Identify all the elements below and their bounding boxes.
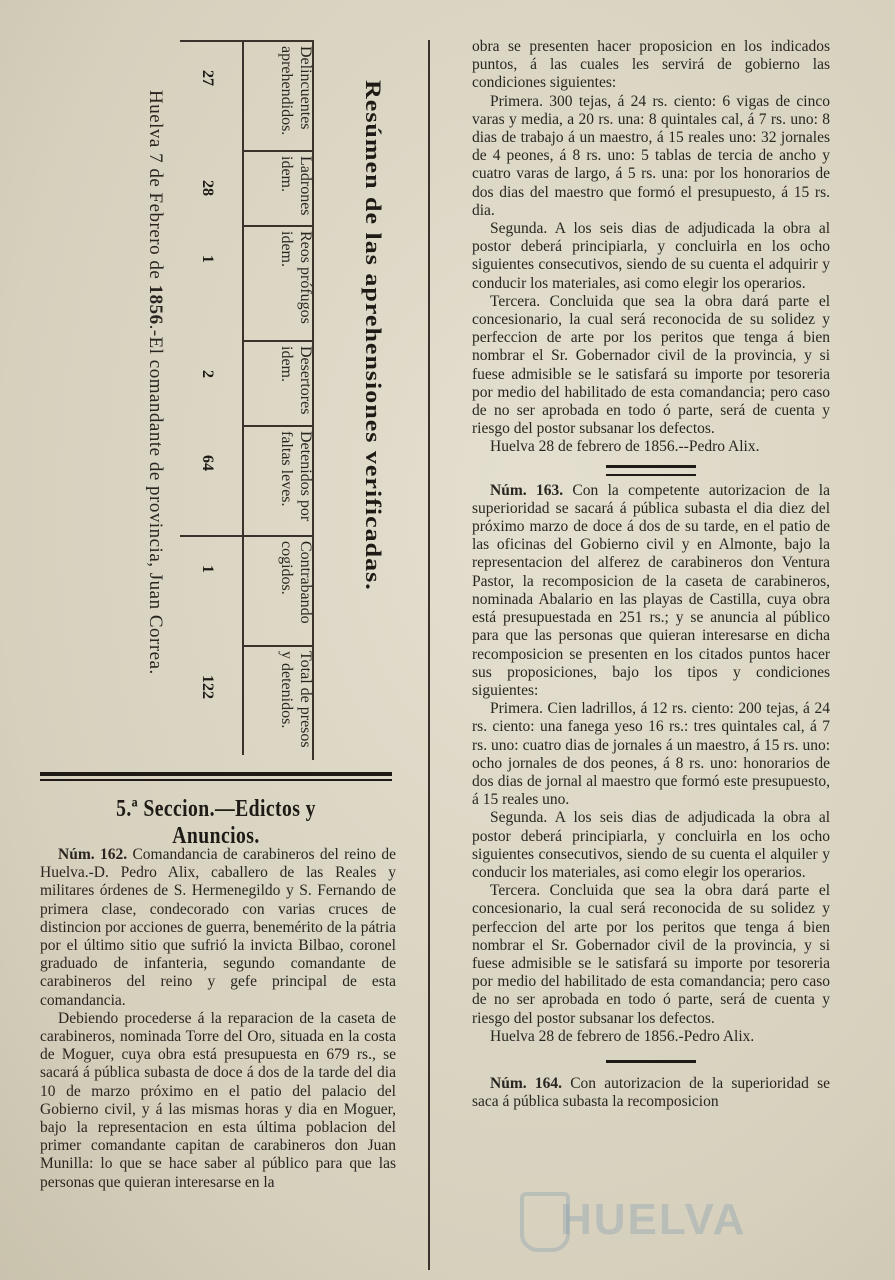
table-divider: [242, 150, 312, 152]
notice-separator: [606, 465, 696, 468]
notice-paragraph: Tercera. Concluida que sea la obra dará parte el concesionario, la cual será reconocida de su solidez y perfeccion de arte por los peritos que tenga á bien nombrar el Sr. Gobernador civil de la provincia, y si fuese admisible se le satisfará su importe por tesoreria por medio del habilitado de esta comandancia; pero caso de no ser aprobada en todo ó parte, será de cuenta y riesgo del postor subsanar los defectos.: [472, 292, 830, 438]
notice-paragraph: Primera. Cien ladrillos, á 12 rs. ciento: 200 tejas, á 24 rs. ciento: una fanega yeso 16 rs.: tres quintales cal, á 7 rs. uno: cuatro dias de jornales á un maestro, á 15 rs. uno: ocho jornales de dos peones, á 8 rs. uno: honorarios de dos dias de jornal al maestro que formó este presupuesto, á 15 reales uno.: [472, 700, 830, 809]
apprehensions-title: Resúmen de las aprehensiones verificadas.: [361, 80, 386, 591]
table-divider: [242, 225, 312, 227]
table-divider: [242, 340, 312, 342]
notice-paragraph: Tercera. Concluida que sea la obra dará parte el concesionario, la cual será reconocida de su solidez y perfeccion del arte por los peritos que tenga á bien nombrar el Sr. Gobernador civil de la provincia, y si fuese admisible se le satisfará su importe por tesoreria por medio del habilitado de esta comandancia; pero caso de no ser aprobada en todo ó parte, será de cuenta y riesgo del postor subsanar los defectos.: [472, 882, 830, 1027]
table-divider: [180, 535, 312, 537]
table-divider: [242, 425, 244, 535]
notice-signature: Huelva 28 de febrero de 1856.--Pedro Alix.: [490, 438, 760, 456]
notice-number: Núm. 163.: [490, 481, 564, 499]
table-divider: [242, 535, 244, 645]
notice-paragraph: Segunda. A los seis dias de adjudicada la obra al postor deberá principiarla, y concluirla en los ocho siguientes consecutivos, siendo de su cuenta el adquirir y conducir los materiales, asi como elegir los operarios.: [472, 220, 830, 292]
table-column: [180, 40, 315, 150]
table-column: [180, 225, 315, 340]
column-value: 122: [199, 675, 216, 699]
notice-paragraph: Segunda. A los seis dias de adjudicada la obra al postor deberá principiarla, y concluirla en los ocho siguientes consecutivos, siendo de su cuenta el alquiler y conducir los materiales, asi como elegir los operarios.: [472, 809, 830, 881]
right-column: [472, 38, 830, 1111]
column-value: 1: [199, 255, 216, 263]
table-divider: [242, 645, 312, 647]
table-divider: [242, 645, 244, 755]
column-header: Total de presos y detenidos.: [278, 651, 314, 748]
table-divider: [242, 225, 244, 340]
table-column: [180, 340, 315, 425]
table-divider: [242, 150, 244, 225]
column-value: 2: [199, 370, 216, 378]
table-column: [180, 645, 315, 755]
notice-paragraph: Núm. 163. Con la competente autorizacion de la superioridad se sacará á pública subasta el dia diez del próximo marzo de doce á dos de su tarde, en el patio de las oficinas del Gobierno civil y en Almonte, bajo la representacion del alferez de carabineros don Ventura Pastor, la recomposicion de la caseta de carabineros, nominada Abalario en las playas de Castilla, cuya obra está presupuestada en 251 rs.; y se anuncia al público para que las personas que quieran interesarse en dicha recomposicion se presenten en los citados puntos hacer sus proposiciones, bajo los tipos y condiciones siguientes:: [472, 481, 830, 699]
notice-paragraph: Núm. 162. Comandancia de carabineros del reino de Huelva.-D. Pedro Alix, caballero de las Reales y militares órdenes de S. Hermenegildo y S. Fernando de primera clase, condecorado con varias cruces de distincion por acciones de guerra, benemérito de la pátria por el último sitio que sufrió la invicta Bilbao, coronel graduado de infanteria, segundo comandante de carabineros del reino y gefe principal de esta comandancia.: [40, 846, 396, 1009]
column-header: Ladrones idem.: [278, 156, 314, 216]
column-value: 64: [199, 455, 216, 471]
notice-162-left: [40, 846, 396, 1192]
column-divider: [428, 40, 430, 1270]
column-header: Desertores idem.: [278, 346, 314, 415]
column-header: Contrabando cogidos.: [278, 541, 314, 624]
table-column: [180, 150, 315, 225]
table-divider: [242, 40, 244, 150]
section-rule: [40, 779, 392, 781]
table-divider: [242, 425, 312, 427]
notice-paragraph: Núm. 164. Con autorizacion de la superioridad se saca á pública subasta la recomposicion: [472, 1074, 830, 1111]
notice-paragraph: obra se presenten hacer proposicion en los indicados puntos, á las cuales les servirá de gobierno las condiciones siguientes:: [472, 38, 830, 92]
column-value: 28: [199, 180, 216, 196]
notice-number: Núm. 162.: [58, 846, 128, 863]
notice-separator: [606, 474, 696, 476]
notice-number: Núm. 164.: [490, 1074, 562, 1092]
section-heading: 5.ª Seccion.—Edictos y Anuncios.: [116, 796, 316, 849]
table-column: [180, 535, 315, 645]
table-divider: [180, 40, 312, 42]
notice-signature: Huelva 28 de febrero de 1856.-Pedro Alix.: [490, 1027, 755, 1045]
column-header: Delincuentes aprehendidos.: [278, 46, 314, 136]
column-value: 27: [199, 70, 216, 86]
notice-paragraph: Debiendo procederse á la reparacion de la caseta de carabineros, nominada Torre del Oro, situada en la costa de Moguer, cuya obra está presupuesta en 679 rs., se sacará á pública subasta de doce á dos de la tarde del dia 10 de marzo próximo en el patio del palacio del Gobierno civil, y á las mismas horas y dia en Moguer, bajo la representacion en esta última poblacion del primer comandante capitan de carabineros don Juan Munilla: lo que se hace saber al público para que las personas que quieran interesarse en la: [40, 1009, 396, 1191]
table-divider: [242, 340, 244, 425]
apprehensions-footer: Huelva 7 de Febrero de 1856.-El comandante de provincia, Juan Correa.: [145, 90, 166, 675]
watermark: HUELVA: [560, 1195, 747, 1244]
notice-separator: [606, 1060, 696, 1063]
column-header: Reos prófugos idem.: [278, 231, 314, 324]
notice-paragraph: Primera. 300 tejas, á 24 rs. ciento: 6 vigas de cinco varas y media, a 20 rs. una: 8 quintales cal, á 7 rs. uno: 8 dias de trabajo á un maestro, á 15 reales uno: 32 jornales de 4 peones, á 8 rs. uno: 5 tablas de tercia de ancho y cuatro varas de largo, á 5 rs. una: por los honorarios de dos dias del maestro que formó el presupuesto, á 15 rs. dia.: [472, 92, 830, 219]
column-value: 1: [199, 565, 216, 573]
column-header: Detenidos por faltas leves.: [278, 431, 314, 522]
table-column: [180, 425, 315, 535]
section-rule: [40, 772, 392, 776]
